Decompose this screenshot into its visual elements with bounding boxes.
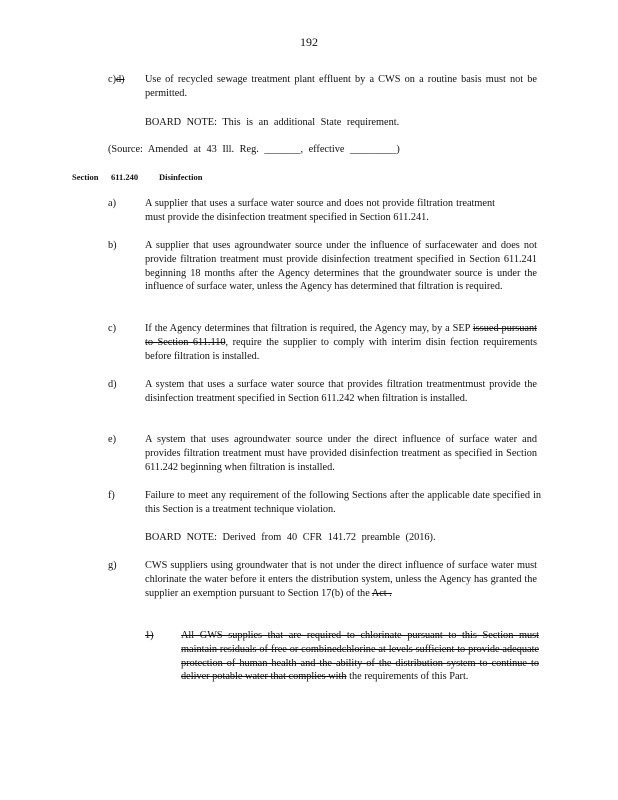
item-d-label: d) <box>108 379 117 390</box>
item-c-text-struck: issued pursuant to Section 611.110 <box>145 323 538 348</box>
item-g1-text <box>181 629 539 684</box>
item-g-text-struck-end: Act . <box>371 587 392 599</box>
item-g-text-main: CWS suppliers using groundwater that is not under the direct influence of surface water must chlorinate the water before it enters the distribution system, unless the Agency has granted the supplier an exemption pursuant to Section 17(b) of the <box>145 560 537 599</box>
item-g1-text-struck: All GWS supplies that are required to chlorinate pursuant to this Section must maintain residuals of free or combinedchlorine at levels sufficient to provide adequate protection of human health and the ability of the distribution system to continue to deliver potable water that complies with <box>181 630 539 683</box>
item-d-label-struck: d) <box>116 74 125 85</box>
source-line: (Source: Amended at 43 Ill. Reg. _______, effective _________) <box>108 144 400 155</box>
item-c-recycled-effluent-text: Use of recycled sewage treatment plant effluent by a CWS on a routine basis must not be permitted. <box>145 74 537 99</box>
item-f-label: f) <box>108 490 115 501</box>
item-c-label-text: c) <box>108 74 116 85</box>
item-c-text-before: If the Agency determines that filtration is required, the Agency may, by a SEP <box>145 323 470 334</box>
item-g1-text-after: the requirements of this Part. <box>349 671 469 683</box>
section-number: 611.240 <box>111 172 139 182</box>
item-c-label <box>108 73 125 87</box>
item-f-text: Failure to meet any requirement of the following Sections after the applicable date specified in this Section is a treatment technique violation. <box>145 490 541 515</box>
item-e-label: e) <box>108 434 116 445</box>
item-c-label: c) <box>108 323 116 334</box>
section-title: Disinfection <box>159 172 203 182</box>
board-note-state-requirement: BOARD NOTE: This is an additional State requirement. <box>145 117 400 128</box>
item-c-text <box>145 322 537 363</box>
item-c-text-after: , require the supplier to comply with interim disin fection requirements before filtration is installed. <box>145 336 537 362</box>
item-g-label: g) <box>108 560 117 571</box>
page-number: 192 <box>300 35 318 49</box>
item-a-label: a) <box>108 198 116 209</box>
section-word: Section <box>72 172 99 182</box>
item-a-text: A supplier that uses a surface water source and does not provide filtration treatment must provide the disinfection treatment specified in Section 611.241. <box>145 198 495 223</box>
board-note-cfr: BOARD NOTE: Derived from 40 CFR 141.72 preamble (2016). <box>145 532 436 543</box>
item-b-label: b) <box>108 240 117 251</box>
item-g-text <box>145 559 537 600</box>
item-b-text: A supplier that uses agroundwater source under the influence of surfacewater and does not provide filtration treatment must provide disinfection treatment specified in Section 611.241 beginning 18 months after the Agency determines that the groundwater source is under the influence of surface water, unless the Agency has determined that filtration is required. <box>145 240 537 293</box>
item-g1-label: 1) <box>145 630 154 641</box>
item-e-text: A system that uses agroundwater source under the direct influence of surface water and provides filtration treatment must have provided disinfection treatment as specified in Section 611.242 beginning when filtration is installed. <box>145 434 537 473</box>
item-d-text: A system that uses a surface water source that provides filtration treatmentmust provide the disinfection treatment specified in Section 611.242 when filtration is installed. <box>145 379 537 404</box>
